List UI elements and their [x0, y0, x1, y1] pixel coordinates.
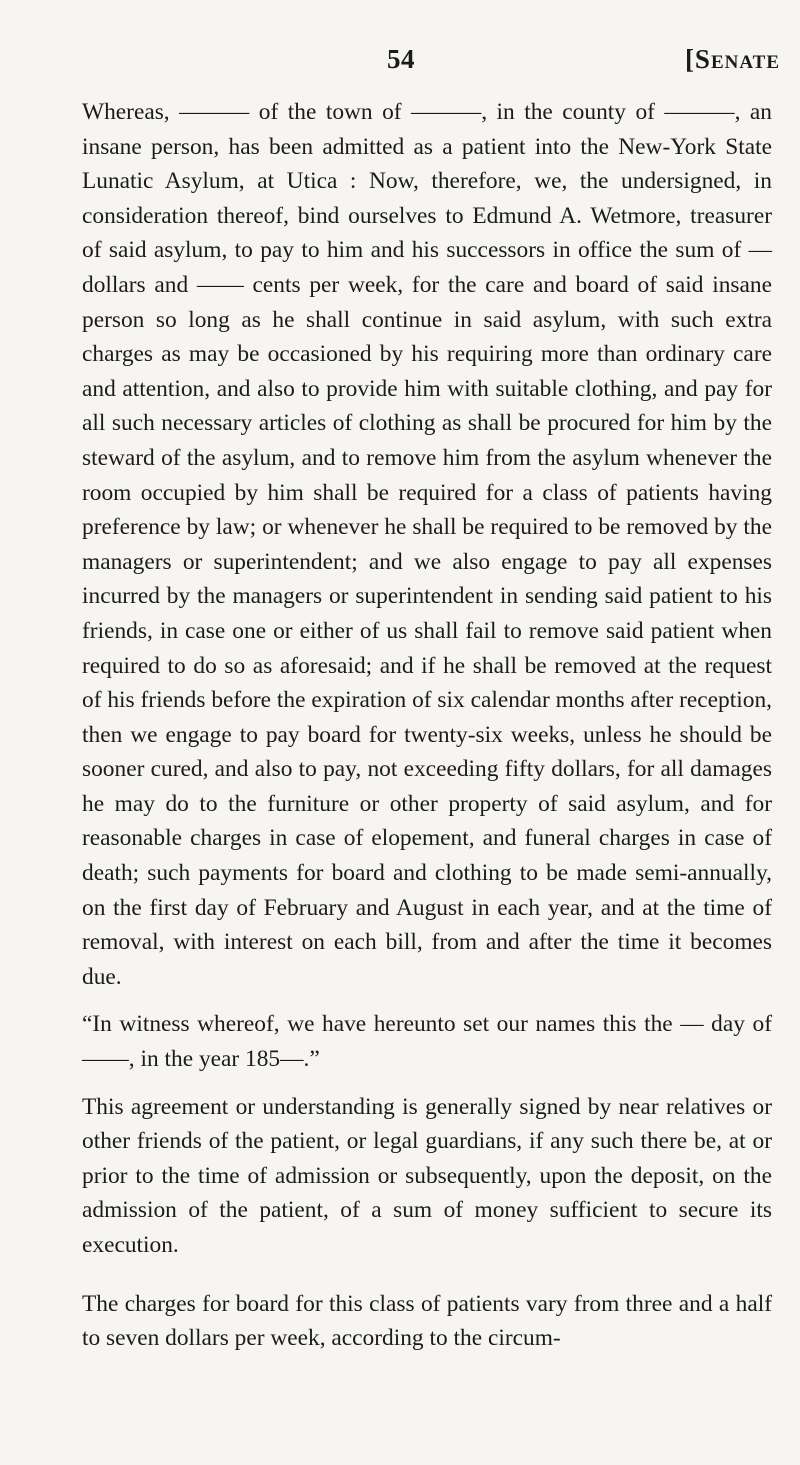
charges-paragraph: The charges for board for this class of patients vary from three and a half to seven dollars per week, according to the circum- [82, 1290, 772, 1352]
running-head: [Senate [684, 44, 780, 74]
agreement-note-paragraph: This agreement or understanding is generally signed by near relatives or other friends of the patient, or legal guardians, if any such there be, at or prior to the time of admission or subsequently, upon the deposit, on the admission of the patient, of a sum of money sufficient to secure its execution. [82, 1093, 772, 1258]
page-header [0, 40, 800, 80]
witness-paragraph: “In witness whereof, we have hereunto set our names this the — day of ——, in the year 185—.” [82, 1011, 772, 1073]
bond-form-paragraph: Whereas, ——— of the town of ———, in the county of ———, an insane person, has been admitted as a patient into the New-York State Lunatic Asylum, at Utica : Now, therefore, we, the undersigned, in consideration thereof, bind ourselves to Edmund A. Wetmore, treasurer of said asylum, to pay to him and his successors in office the sum of — dollars and —— cents per week, for the care and board of said insane person so long as he shall continue in said asylum, with such extra charges as may be occasioned by his requiring more than ordinary care and attention, and also to provide him with suitable clothing, and pay for all such necessary articles of clothing as shall be procured for him by the steward of the asylum, and to remove him from the asylum whenever the room occupied by him shall be required for a class of patients having preference by law; or whenever he shall be required to be removed by the managers or superintendent; and we also engage to pay all expenses incurred by the managers or superintendent in sending said patient to his friends, in case one or either of us shall fail to remove said patient when required to do so as aforesaid; and if he shall be removed at the request of his friends before the expiration of six calendar months after reception, then we engage to pay board for twenty-six weeks, unless he should be sooner cured, and also to pay, not exceeding fifty dollars, for all damages he may do to the furniture or other property of said asylum, and for reasonable charges in case of elopement, and funeral charges in case of death; such payments for board and clothing to be made semi-annually, on the first day of February and August in each year, and at the time of removal, with interest on each bill, from and after the time it becomes due. [82, 99, 772, 990]
page-number: 54 [387, 44, 415, 74]
page-body [82, 95, 772, 1356]
